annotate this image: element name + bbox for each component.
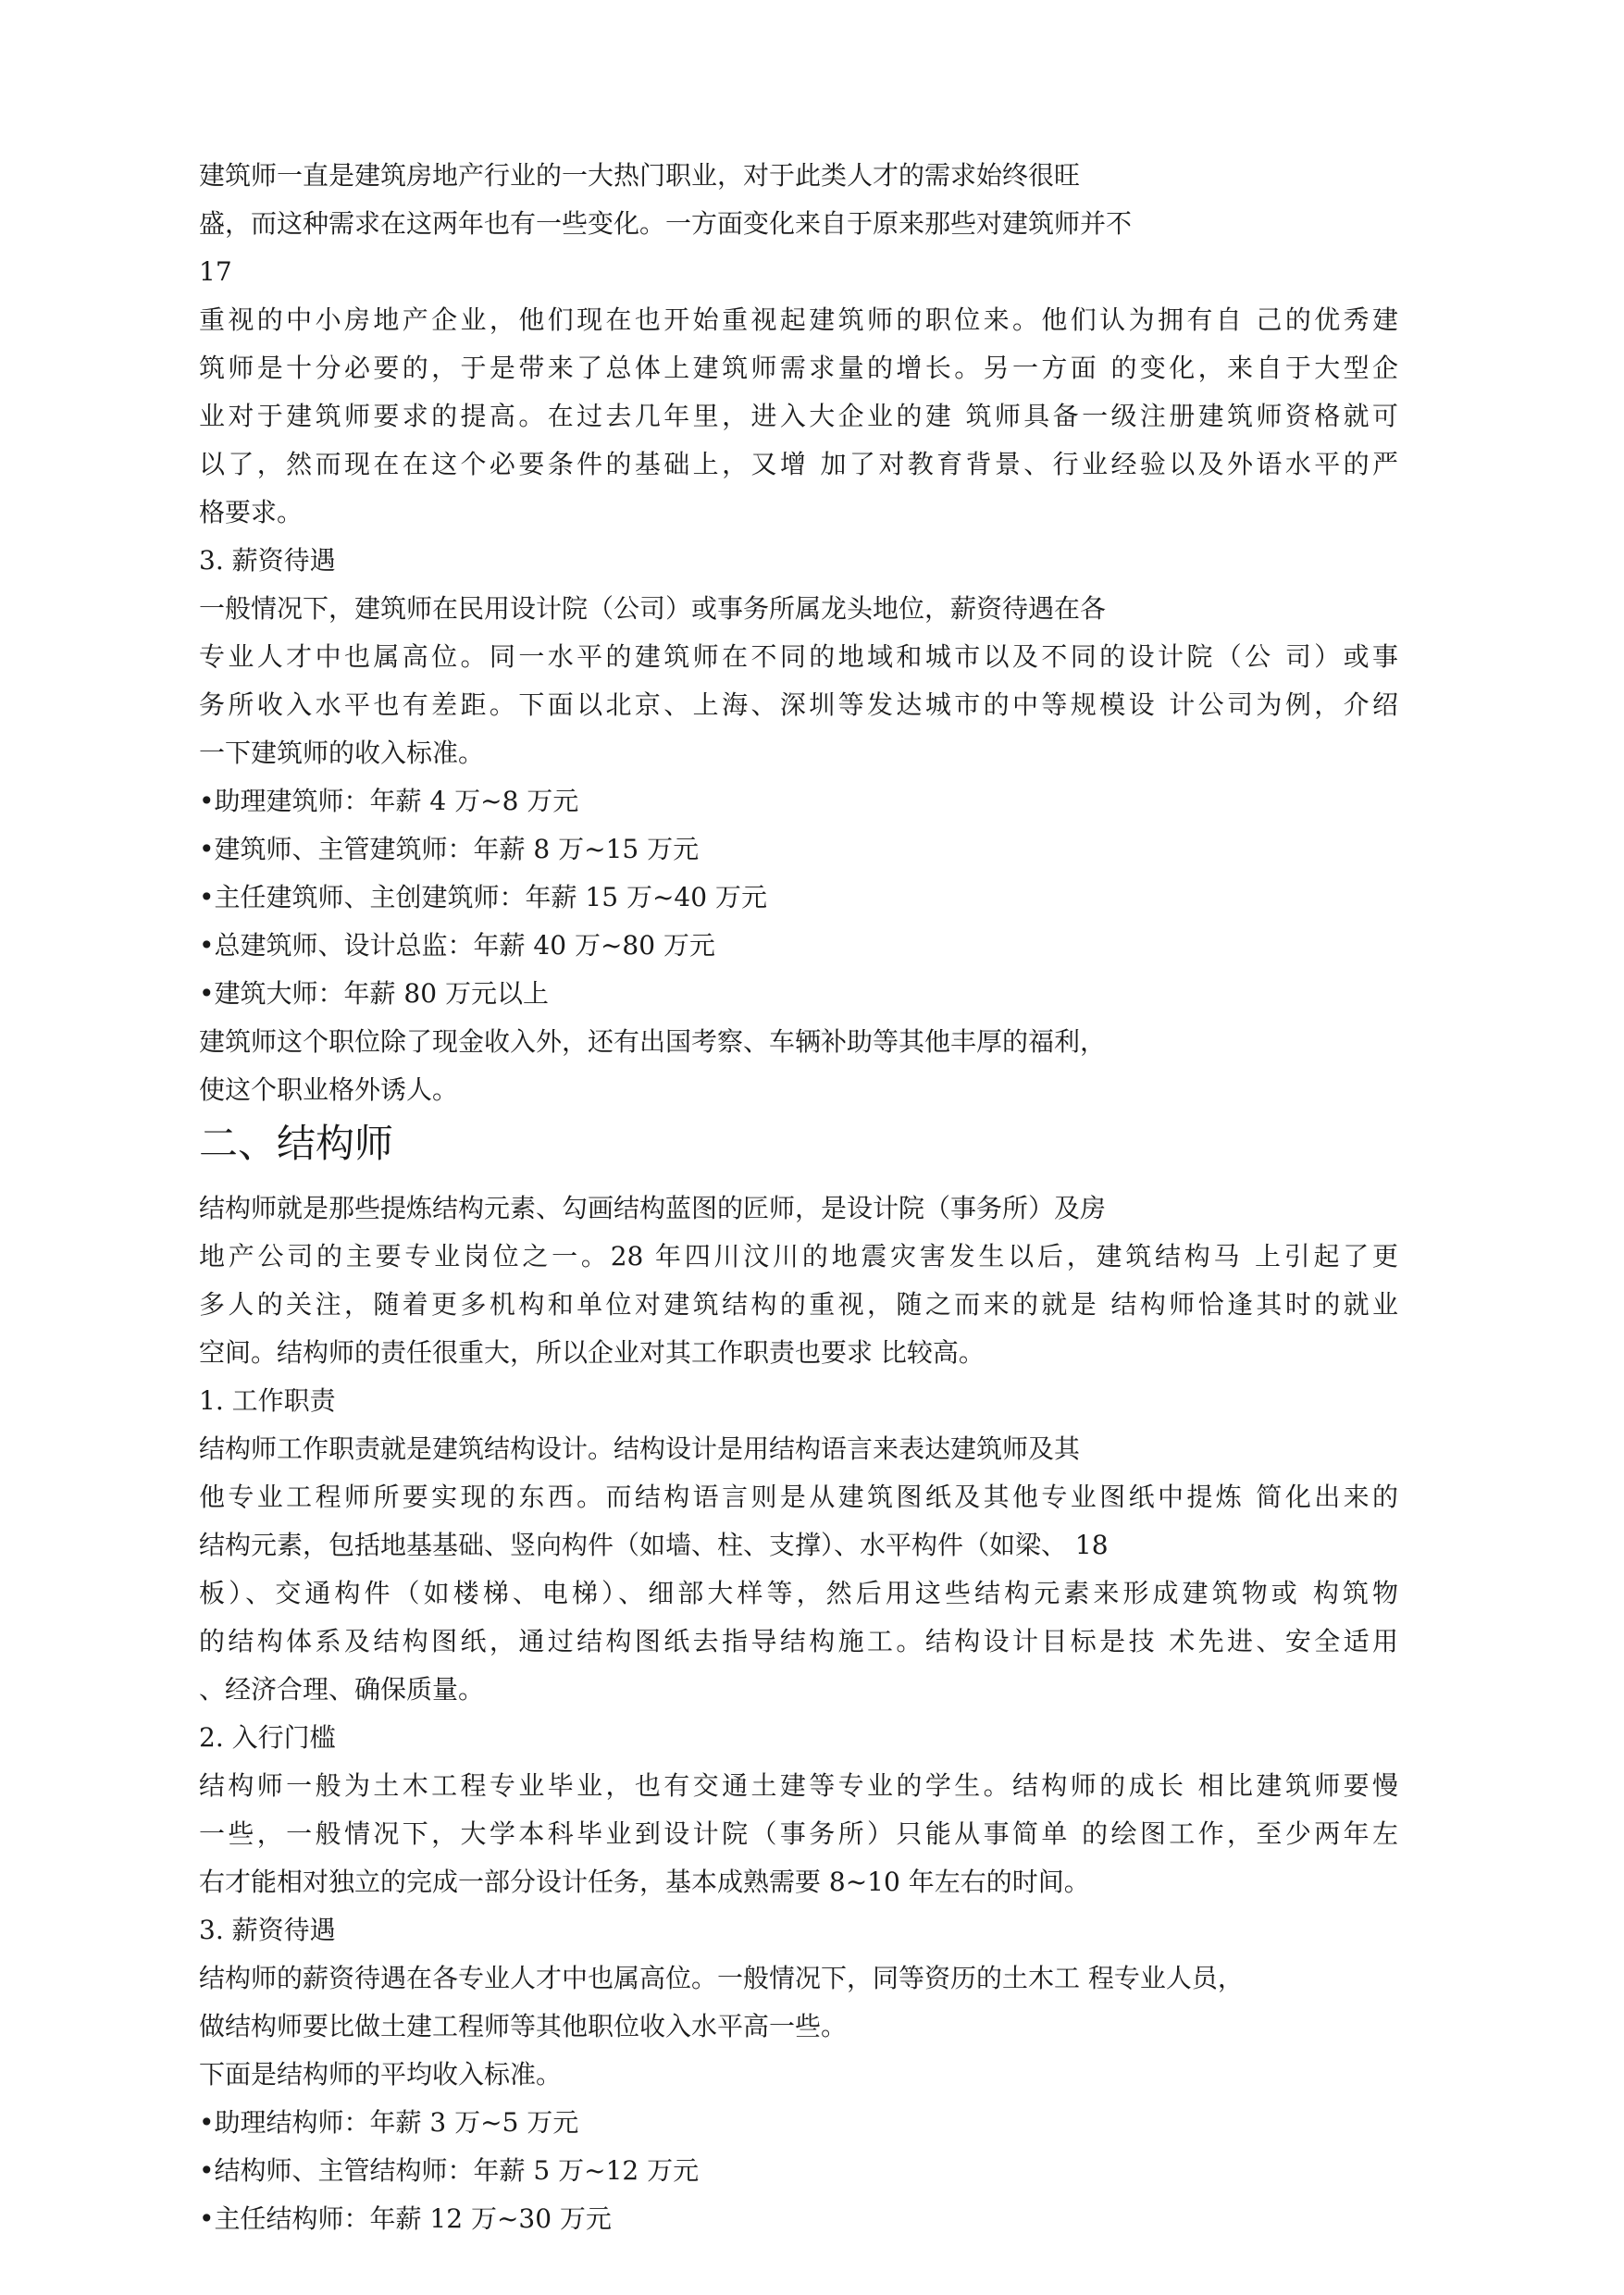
text-line: 结构师的薪资待遇在各专业人才中也属高位。一般情况下，同等资历的土木工 程专业人员， xyxy=(199,1963,1244,1993)
text-line: 地产公司的主要专业岗位之一。28 年四川汶川的地震灾害发生以后，建筑结构马 上引起了更 xyxy=(199,1241,1398,1272)
text-line: 2. 入行门槛 xyxy=(199,1722,336,1753)
text-line: 的结构体系及结构图纸，通过结构图纸去指导结构施工。结构设计目标是技 术先进、安全适用 xyxy=(199,1626,1398,1656)
text-line: 结构元素，包括地基基础、竖向构件（如墙、柱、支撑）、水平构件（如梁、 18 xyxy=(199,1530,1109,1560)
text-line: •助理结构师：年薪 3 万~5 万元 xyxy=(199,2107,579,2138)
text-line: •总建筑师、设计总监：年薪 40 万~80 万元 xyxy=(199,930,715,961)
text-line: 做结构师要比做土建工程师等其他职位收入水平高一些。 xyxy=(199,2011,848,2041)
text-line: 一下建筑师的收入标准。 xyxy=(199,738,485,768)
text-line: •主任建筑师、主创建筑师：年薪 15 万~40 万元 xyxy=(199,882,767,912)
text-line: 重视的中小房地产企业，他们现在也开始重视起建筑师的职位来。他们认为拥有自 己的优秀建 xyxy=(199,304,1398,335)
text-line: 17 xyxy=(199,256,232,287)
text-line: 、经济合理、确保质量。 xyxy=(199,1674,485,1705)
text-line: •结构师、主管结构师：年薪 5 万~12 万元 xyxy=(199,2155,700,2186)
text-line: 他专业工程师所要实现的东西。而结构语言则是从建筑图纸及其他专业图纸中提炼 简化出来的 xyxy=(199,1482,1398,1512)
text-line: 格要求。 xyxy=(199,497,304,527)
section-heading: 二、结构师 xyxy=(199,1121,394,1166)
text-line: •建筑大师：年薪 80 万元以上 xyxy=(199,978,549,1009)
text-line: 以了，然而现在在这个必要条件的基础上，又增 加了对教育背景、行业经验以及外语水平的严 xyxy=(199,449,1398,479)
text-line: 结构师一般为土木工程专业毕业，也有交通土建等专业的学生。结构师的成长 相比建筑师要慢 xyxy=(199,1770,1398,1801)
text-line: 筑师是十分必要的，于是带来了总体上建筑师需求量的增长。另一方面 的变化，来自于大型企 xyxy=(199,353,1398,383)
text-line: 多人的关注，随着更多机构和单位对建筑结构的重视，随之而来的就是 结构师恰逢其时的就业 xyxy=(199,1289,1398,1320)
text-line: 专业人才中也属高位。同一水平的建筑师在不同的地域和城市以及不同的设计院（公 司）或事 xyxy=(199,641,1398,672)
text-line: •建筑师、主管建筑师：年薪 8 万~15 万元 xyxy=(199,834,700,864)
text-line: 结构师工作职责就是建筑结构设计。结构设计是用结构语言来表达建筑师及其 xyxy=(199,1433,1081,1464)
text-line: 空间。结构师的责任很重大，所以企业对其工作职责也要求 比较高。 xyxy=(199,1337,985,1368)
text-line: 建筑师这个职位除了现金收入外，还有出国考察、车辆补助等其他丰厚的福利， xyxy=(199,1026,1107,1057)
text-line: 板）、交通构件（如楼梯、电梯）、细部大样等，然后用这些结构元素来形成建筑物或 构筑物 xyxy=(199,1578,1398,1608)
text-line: 务所收入水平也有差距。下面以北京、上海、深圳等发达城市的中等规模设 计公司为例，介绍 xyxy=(199,689,1398,720)
text-line: 一些，一般情况下，大学本科毕业到设计院（事务所）只能从事简单 的绘图工作，至少两年左 xyxy=(199,1818,1398,1849)
text-line: 右才能相对独立的完成一部分设计任务，基本成熟需要 8~10 年左右的时间。 xyxy=(199,1867,1090,1897)
text-line: 结构师就是那些提炼结构元素、勾画结构蓝图的匠师，是设计院（事务所）及房 xyxy=(199,1193,1107,1223)
text-line: 1. 工作职责 xyxy=(199,1385,336,1416)
document-page xyxy=(199,0,1402,2295)
text-line: 使这个职业格外诱人。 xyxy=(199,1074,459,1105)
text-line: 建筑师一直是建筑房地产行业的一大热门职业，对于此类人才的需求始终很旺 xyxy=(199,160,1081,191)
text-line: 一般情况下，建筑师在民用设计院（公司）或事务所属龙头地位，薪资待遇在各 xyxy=(199,593,1107,624)
text-line: 业对于建筑师要求的提高。在过去几年里，进入大企业的建 筑师具备一级注册建筑师资格就可 xyxy=(199,401,1398,431)
text-line: 3. 薪资待遇 xyxy=(199,545,336,576)
text-line: 3. 薪资待遇 xyxy=(199,1915,336,1945)
text-line: •主任结构师：年薪 12 万~30 万元 xyxy=(199,2203,612,2234)
text-line: 盛，而这种需求在这两年也有一些变化。一方面变化来自于原来那些对建筑师并不 xyxy=(199,208,1133,239)
text-line: •助理建筑师：年薪 4 万~8 万元 xyxy=(199,786,579,816)
text-line: 下面是结构师的平均收入标准。 xyxy=(199,2059,563,2090)
